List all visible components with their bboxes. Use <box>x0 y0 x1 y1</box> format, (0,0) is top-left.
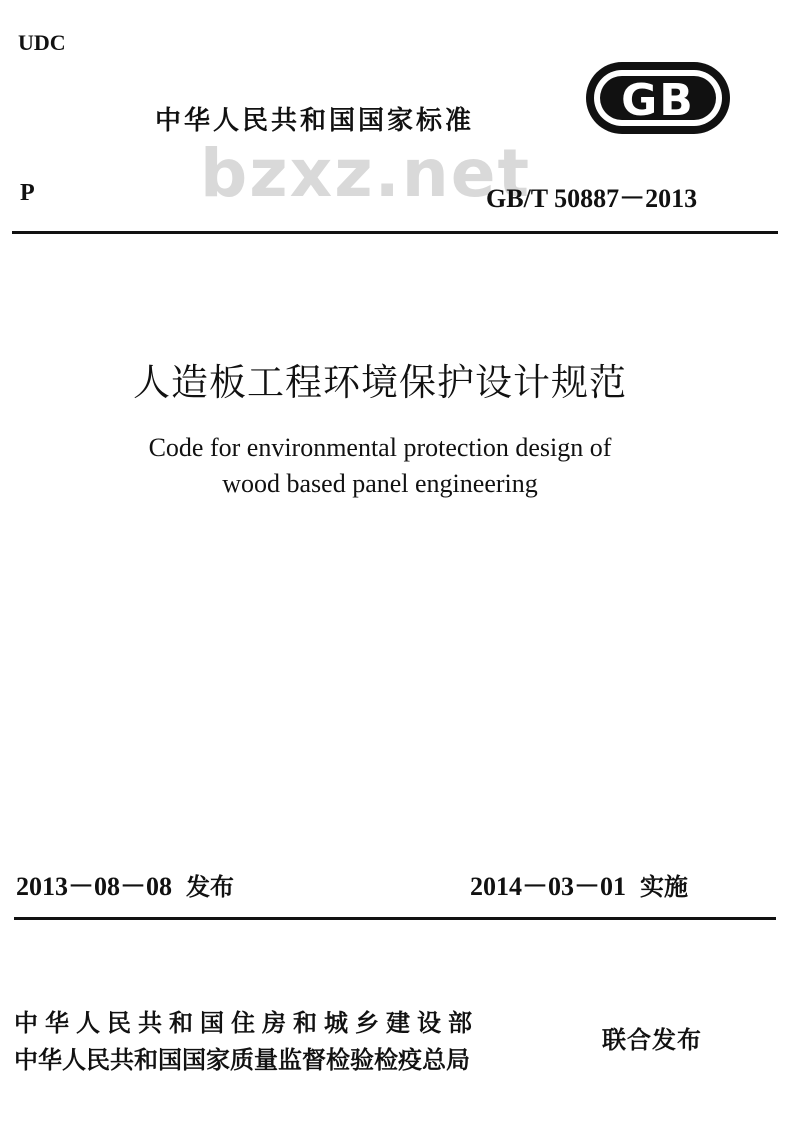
standard-number: GB/T 50887－2013 <box>486 184 698 213</box>
publisher-line2: 中华人民共和国国家质量监督检验检疫总局 <box>14 1046 470 1074</box>
gb-logo-text: GB <box>621 75 695 126</box>
title-chinese: 人造板工程环境保护设计规范 <box>133 361 627 404</box>
watermark: bzxz.net <box>200 135 532 212</box>
bottom-divider <box>14 917 776 920</box>
issue-date: 2013－08－08 <box>16 872 173 901</box>
category-code: P <box>20 180 35 206</box>
gb-logo-icon <box>584 58 732 138</box>
issue-label: 发布 <box>186 873 235 901</box>
title-english-line2: wood based panel engineering <box>222 469 538 498</box>
title-english <box>0 430 760 502</box>
issue-date-block <box>16 866 234 903</box>
implement-date-block <box>470 866 688 903</box>
title-english-line1: Code for environmental protection design of <box>148 433 612 462</box>
udc-label: UDC <box>18 30 66 55</box>
top-divider <box>12 231 778 234</box>
implement-date: 2014－03－01 <box>470 872 627 901</box>
implement-label: 实施 <box>640 873 689 901</box>
standard-type-heading: 中华人民共和国国家标准 <box>155 106 475 136</box>
publisher-line1: 中华人民共和国住房和城乡建设部 <box>14 1009 479 1037</box>
joint-publish-label: 联合发布 <box>602 1026 702 1054</box>
